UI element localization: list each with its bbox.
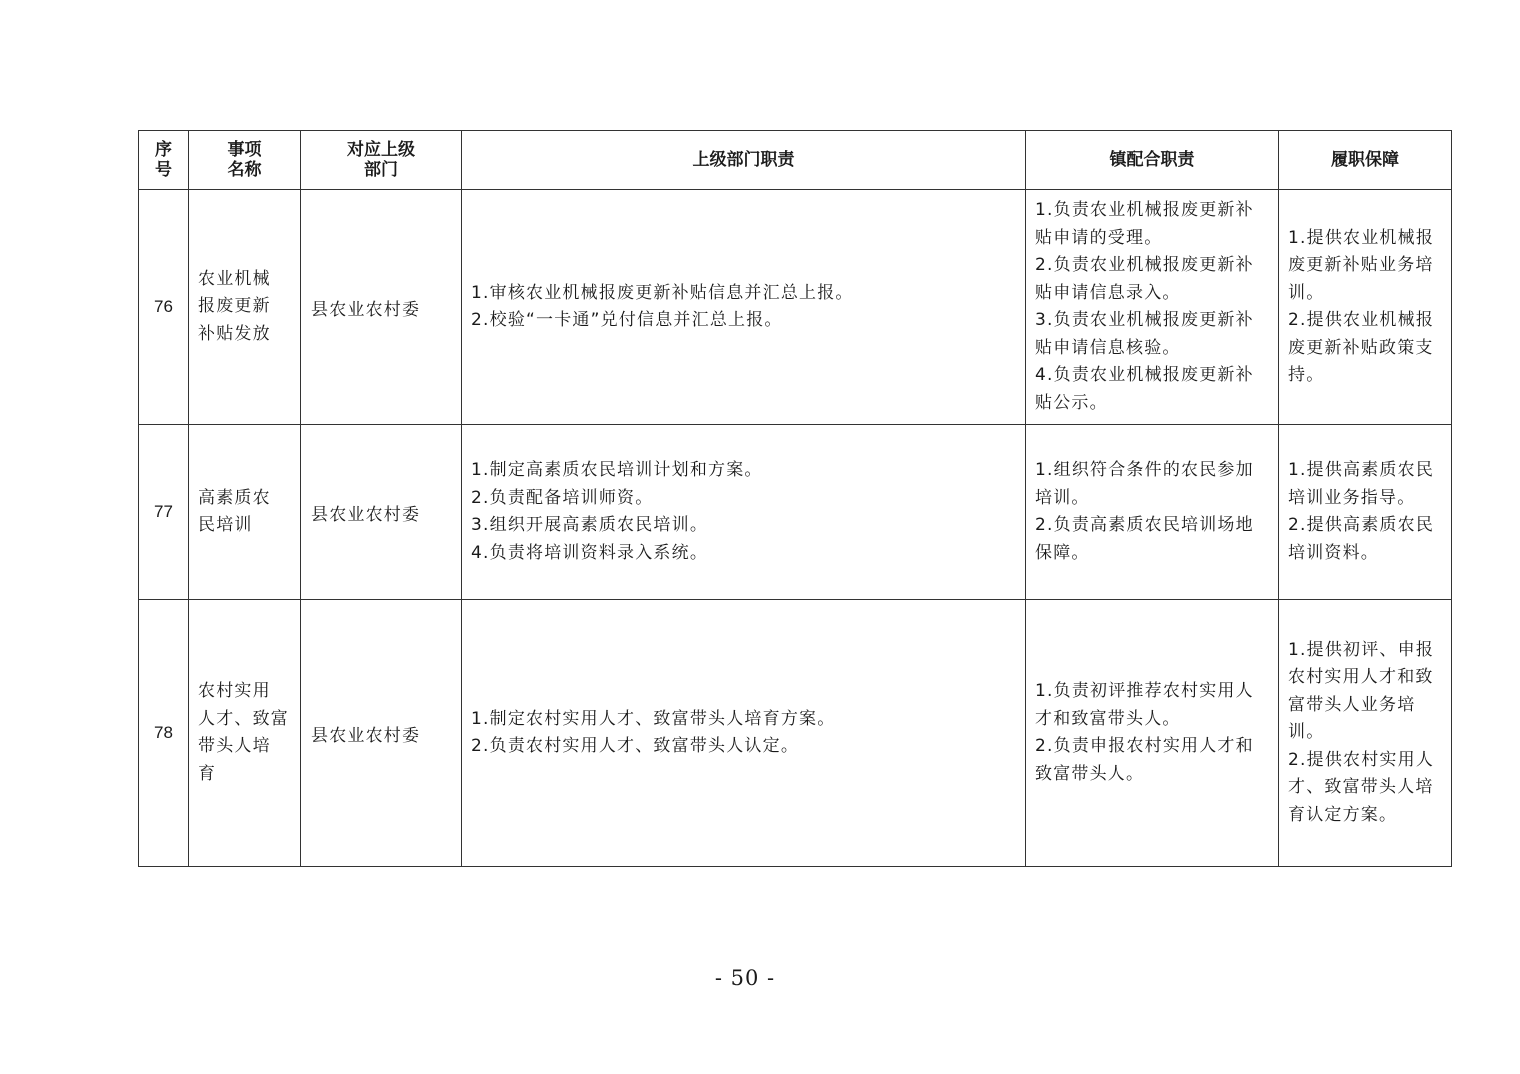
cell-text-line: 训。 xyxy=(1288,722,1325,743)
cell-text-line: 报废更新 xyxy=(198,296,271,317)
cell-text-line: 致富带头人。 xyxy=(1035,763,1145,784)
cell-text-line: 2.负责农村实用人才、致富带头人认定。 xyxy=(471,736,800,756)
cell-text-line: 1.提供高素质农民 xyxy=(1288,460,1435,480)
cell-text-line: 2.负责申报农村实用人才和 xyxy=(1035,736,1254,756)
cell-text-line: 4.负责农业机械报废更新补 xyxy=(1035,365,1254,385)
header-no xyxy=(139,131,189,190)
cell-text-line: 带头人培 xyxy=(198,736,271,756)
upper-dept-cell: 县农业农村委 xyxy=(301,425,462,600)
header-guarantee: 履职保障 xyxy=(1279,131,1452,190)
page-number: - 50 - xyxy=(714,966,776,990)
header-text-line: 序 xyxy=(155,140,172,159)
cell-text-line: 才、致富带头人培 xyxy=(1288,777,1434,798)
cell-text-line: 农业机械 xyxy=(198,268,271,289)
header-text-line: 名称 xyxy=(227,160,262,179)
header-text-line: 对应上级 xyxy=(347,140,415,159)
cell-text-line: 1.审核农业机械报废更新补贴信息并汇总上报。 xyxy=(471,282,854,303)
cell-text-line: 农村实用人才和致 xyxy=(1288,667,1434,688)
cell-text-line: 1.负责农业机械报废更新补 xyxy=(1035,200,1254,220)
cell-text-line: 培训业务指导。 xyxy=(1288,487,1416,508)
cell-text-line: 才和致富带头人。 xyxy=(1035,708,1181,729)
row-number: 77 xyxy=(139,425,189,600)
guarantee-cell xyxy=(1279,425,1452,600)
cell-text-line: 育 xyxy=(198,763,217,784)
cell-text-line: 3.负责农业机械报废更新补 xyxy=(1035,310,1254,330)
header-text-line: 事项 xyxy=(227,140,262,159)
header-text-line: 部门 xyxy=(364,160,398,179)
header-upper-dept xyxy=(301,131,462,190)
item-name-cell xyxy=(189,190,301,425)
cell-text-line: 1.组织符合条件的农民参加 xyxy=(1035,460,1254,480)
header-text-line: 号 xyxy=(155,160,172,179)
table-header xyxy=(139,131,1452,190)
guarantee-cell xyxy=(1279,600,1452,867)
cell-text-line: 2.负责高素质农民培训场地 xyxy=(1035,515,1254,535)
table-row xyxy=(139,425,1452,600)
cell-text-line: 1.制定农村实用人才、致富带头人培育方案。 xyxy=(471,708,836,729)
cell-text-line: 2.提供高素质农民 xyxy=(1288,515,1435,535)
upper-duty-cell xyxy=(462,425,1026,600)
cell-text-line: 农村实用 xyxy=(198,681,271,701)
cell-text-line: 1.提供农业机械报 xyxy=(1288,227,1435,248)
cell-text-line: 贴申请的受理。 xyxy=(1035,227,1163,248)
cell-text-line: 贴公示。 xyxy=(1035,392,1108,413)
cell-text-line: 1.制定高素质农民培训计划和方案。 xyxy=(471,460,763,480)
cell-text-line: 废更新补贴政策支 xyxy=(1288,337,1434,358)
table-body xyxy=(139,190,1452,867)
duty-table xyxy=(138,130,1452,867)
upper-dept-cell: 县农业农村委 xyxy=(301,600,462,867)
cell-text-line: 持。 xyxy=(1288,365,1325,385)
cell-text-line: 1.负责初评推荐农村实用人 xyxy=(1035,681,1254,701)
header-item-name xyxy=(189,131,301,190)
row-number: 78 xyxy=(139,600,189,867)
table-row xyxy=(139,600,1452,867)
cell-text-line: 1.提供初评、申报 xyxy=(1288,639,1435,660)
cell-text-line: 废更新补贴业务培 xyxy=(1288,255,1434,275)
cell-text-line: 保障。 xyxy=(1035,542,1090,563)
header-upper-duty: 上级部门职责 xyxy=(462,131,1026,190)
cell-text-line: 培训。 xyxy=(1035,487,1090,508)
cell-text-line: 2.校验“一卡通”兑付信息并汇总上报。 xyxy=(471,310,783,330)
cell-text-line: 贴申请信息核验。 xyxy=(1035,337,1181,358)
cell-text-line: 贴申请信息录入。 xyxy=(1035,282,1181,303)
cell-text-line: 3.组织开展高素质农民培训。 xyxy=(471,515,709,535)
town-duty-cell xyxy=(1026,600,1279,867)
cell-text-line: 训。 xyxy=(1288,282,1325,303)
cell-text-line: 育认定方案。 xyxy=(1288,804,1398,825)
item-name-cell xyxy=(189,425,301,600)
town-duty-cell xyxy=(1026,425,1279,600)
cell-text-line: 2.负责农业机械报废更新补 xyxy=(1035,255,1254,275)
row-number: 76 xyxy=(139,190,189,425)
header-row xyxy=(139,131,1452,190)
upper-dept-cell: 县农业农村委 xyxy=(301,190,462,425)
cell-text-line: 2.负责配备培训师资。 xyxy=(471,487,654,508)
upper-duty-cell xyxy=(462,190,1026,425)
cell-text-line: 2.提供农业机械报 xyxy=(1288,310,1435,330)
table-row xyxy=(139,190,1452,425)
guarantee-cell xyxy=(1279,190,1452,425)
cell-text-line: 2.提供农村实用人 xyxy=(1288,749,1435,770)
cell-text-line: 富带头人业务培 xyxy=(1288,694,1416,715)
cell-text-line: 人才、致富 xyxy=(198,708,289,729)
upper-duty-cell xyxy=(462,600,1026,867)
town-duty-cell xyxy=(1026,190,1279,425)
cell-text-line: 4.负责将培训资料录入系统。 xyxy=(471,542,709,563)
cell-text-line: 培训资料。 xyxy=(1288,542,1379,563)
cell-text-line: 高素质农 xyxy=(198,487,271,508)
header-town-duty: 镇配合职责 xyxy=(1026,131,1279,190)
cell-text-line: 补贴发放 xyxy=(198,323,271,344)
cell-text-line: 民培训 xyxy=(198,515,253,535)
item-name-cell xyxy=(189,600,301,867)
